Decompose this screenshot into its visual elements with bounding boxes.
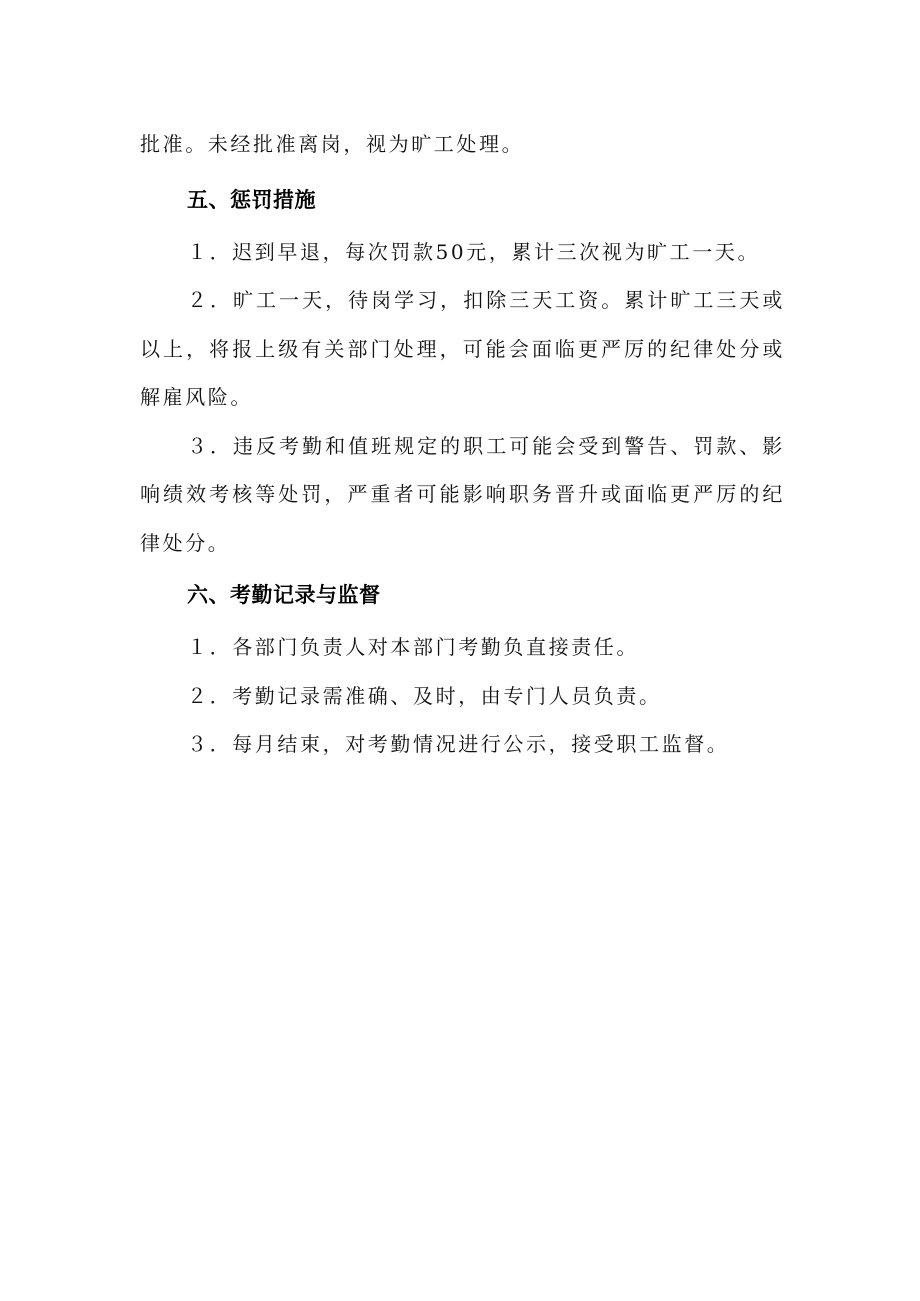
section-5-item-3: ３．违反考勤和值班规定的职工可能会受到警告、罚款、影响绩效考核等处罚，严重者可能影响职务晋升或面临更严厉的纪律处分。 (140, 433, 785, 555)
section-6-heading: 六、考勤记录与监督 (187, 583, 381, 607)
intro-paragraph: 批准。未经批准离岗，视为旷工处理。 (140, 132, 525, 156)
section-5-item-1: １．迟到早退，每次罚款50元，累计三次视为旷工一天。 (187, 239, 761, 264)
section-5-item-2: ２．旷工一天，待岗学习，扣除三天工资。累计旷工三天或以上，将报上级有关部门处理，可能会面临更严厉的纪律处分或解雇风险。 (140, 288, 785, 409)
section-6-item-2: ２．考勤记录需准确、及时，由专门人员负责。 (187, 683, 662, 708)
document-body (140, 120, 785, 769)
section-6-item-1: １．各部门负责人对本部门考勤负直接责任。 (187, 635, 639, 659)
section-6-item-3: ３．每月结束，对考勤情况进行公示，接受职工监督。 (187, 732, 730, 756)
section-5-heading: 五、惩罚措施 (187, 187, 316, 212)
